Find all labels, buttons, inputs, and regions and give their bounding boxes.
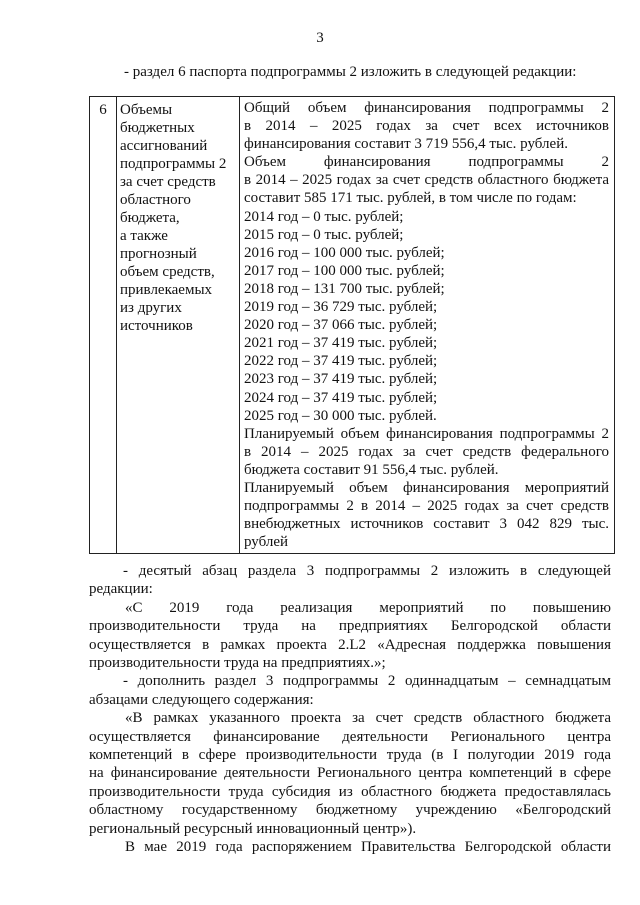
year-line: 2016 год – 100 000 тыс. рублей; (244, 244, 445, 261)
page-number: 3 (316, 30, 324, 46)
quote-line: осуществляется финансирование деятельности Регионального центра (89, 728, 611, 745)
label-line: из других (120, 300, 182, 316)
quote-line: «С 2019 года реализация мероприятий по повышению (125, 599, 611, 616)
quote-line: производительности труда на предприятиях.»; (89, 655, 386, 672)
quote-line: осуществляется в рамках проекта 2.L2 «Адресная поддержка повышения (89, 636, 611, 653)
label-line: ассигнований (120, 138, 208, 154)
year-line: 2018 год – 131 700 тыс. рублей; (244, 280, 445, 297)
federal-financing-line: в 2014 – 2025 годах за счет средств федерального (244, 443, 609, 460)
year-line: 2021 год – 37 419 тыс. рублей; (244, 335, 438, 352)
extrabudgetary-financing-line: подпрограммы 2 в 2014 – 2025 годах за счет средств (244, 498, 609, 515)
row-label (117, 97, 240, 554)
year-line: 2025 год – 30 000 тыс. рублей. (244, 407, 437, 424)
passport-table (89, 96, 615, 554)
year-line: 2020 год – 37 066 тыс. рублей; (244, 317, 438, 334)
paragraph-line: абзацами следующего содержания: (89, 691, 314, 708)
body-text (89, 562, 611, 857)
quote-line: региональный ресурсный инновационный центр»). (89, 820, 417, 837)
federal-financing-line: Планируемый объем финансирования подпрограммы 2 (244, 425, 609, 442)
label-line: источников (120, 318, 193, 334)
label-line: подпрограммы 2 (120, 156, 227, 172)
federal-financing-line: бюджета составит 91 556,4 тыс. рублей. (244, 461, 499, 478)
year-line: 2015 год – 0 тыс. рублей; (244, 226, 404, 243)
extrabudgetary-financing-line: внебюджетных источников составит 3 042 829 тыс. (244, 516, 609, 533)
label-line: областного (120, 192, 191, 208)
total-financing-line: финансирования составит 3 719 556,4 тыс. рублей. (244, 136, 568, 153)
quote-line: «В рамках указанного проекта за счет средств областного бюджета (125, 710, 611, 727)
year-line: 2023 год – 37 419 тыс. рублей; (244, 371, 438, 388)
quote-line: компетенций в сфере производительности труда (в I полугодии 2019 года (89, 747, 611, 764)
paragraph-line: В мае 2019 года распоряжением Правительства Белгородской области (125, 839, 611, 856)
label-line: Объемы (120, 102, 173, 118)
year-line: 2022 год – 37 419 тыс. рублей; (244, 353, 438, 370)
label-line: бюджета, (120, 210, 180, 226)
label-line: прогнозный (120, 246, 197, 262)
extrabudgetary-financing-line: рублей (244, 534, 289, 551)
regional-financing-line: составит 585 171 тыс. рублей, в том числе по годам: (244, 190, 577, 207)
paragraph-line: - дополнить раздел 3 подпрограммы 2 одиннадцатым – семнадцатым (123, 673, 611, 690)
regional-financing-line: в 2014 – 2025 годах за счет средств областного бюджета (244, 172, 609, 189)
label-line: привлекаемых (120, 282, 213, 298)
regional-financing-line: Объем финансирования подпрограммы 2 (244, 154, 609, 171)
row-number: 6 (90, 97, 117, 554)
quote-line: производительности труда на предприятиях Белгородской области (89, 618, 611, 635)
intro-paragraph: - раздел 6 паспорта подпрограммы 2 изложить в следующей редакции: (124, 64, 577, 80)
year-line: 2017 год – 100 000 тыс. рублей; (244, 262, 445, 279)
label-line: а также (120, 228, 168, 244)
label-line: бюджетных (120, 120, 195, 136)
total-financing-line: Общий объем финансирования подпрограммы 2 (244, 100, 609, 116)
year-line: 2024 год – 37 419 тыс. рублей; (244, 389, 438, 406)
extrabudgetary-financing-line: Планируемый объем финансирования мероприятий (244, 479, 609, 496)
total-financing-line: в 2014 – 2025 годах за счет всех источников (244, 118, 609, 135)
year-line: 2014 год – 0 тыс. рублей; (244, 208, 404, 225)
label-line: объем средств, (120, 264, 215, 280)
label-line: за счет средств (120, 174, 216, 190)
quote-line: областному государственному бюджетному учреждению «Белгородский (89, 802, 611, 819)
table-row (90, 97, 615, 554)
year-line: 2019 год – 36 729 тыс. рублей; (244, 299, 438, 316)
paragraph-line: редакции: (89, 581, 153, 598)
row-content (240, 97, 615, 554)
quote-line: производительности труда субсидия из областного бюджета предоставлялась (89, 783, 611, 800)
paragraph-line: - десятый абзац раздела 3 подпрограммы 2 изложить в следующей (123, 563, 611, 579)
quote-line: на финансирование деятельности Регионального центра компетенций в сфере (89, 765, 611, 782)
